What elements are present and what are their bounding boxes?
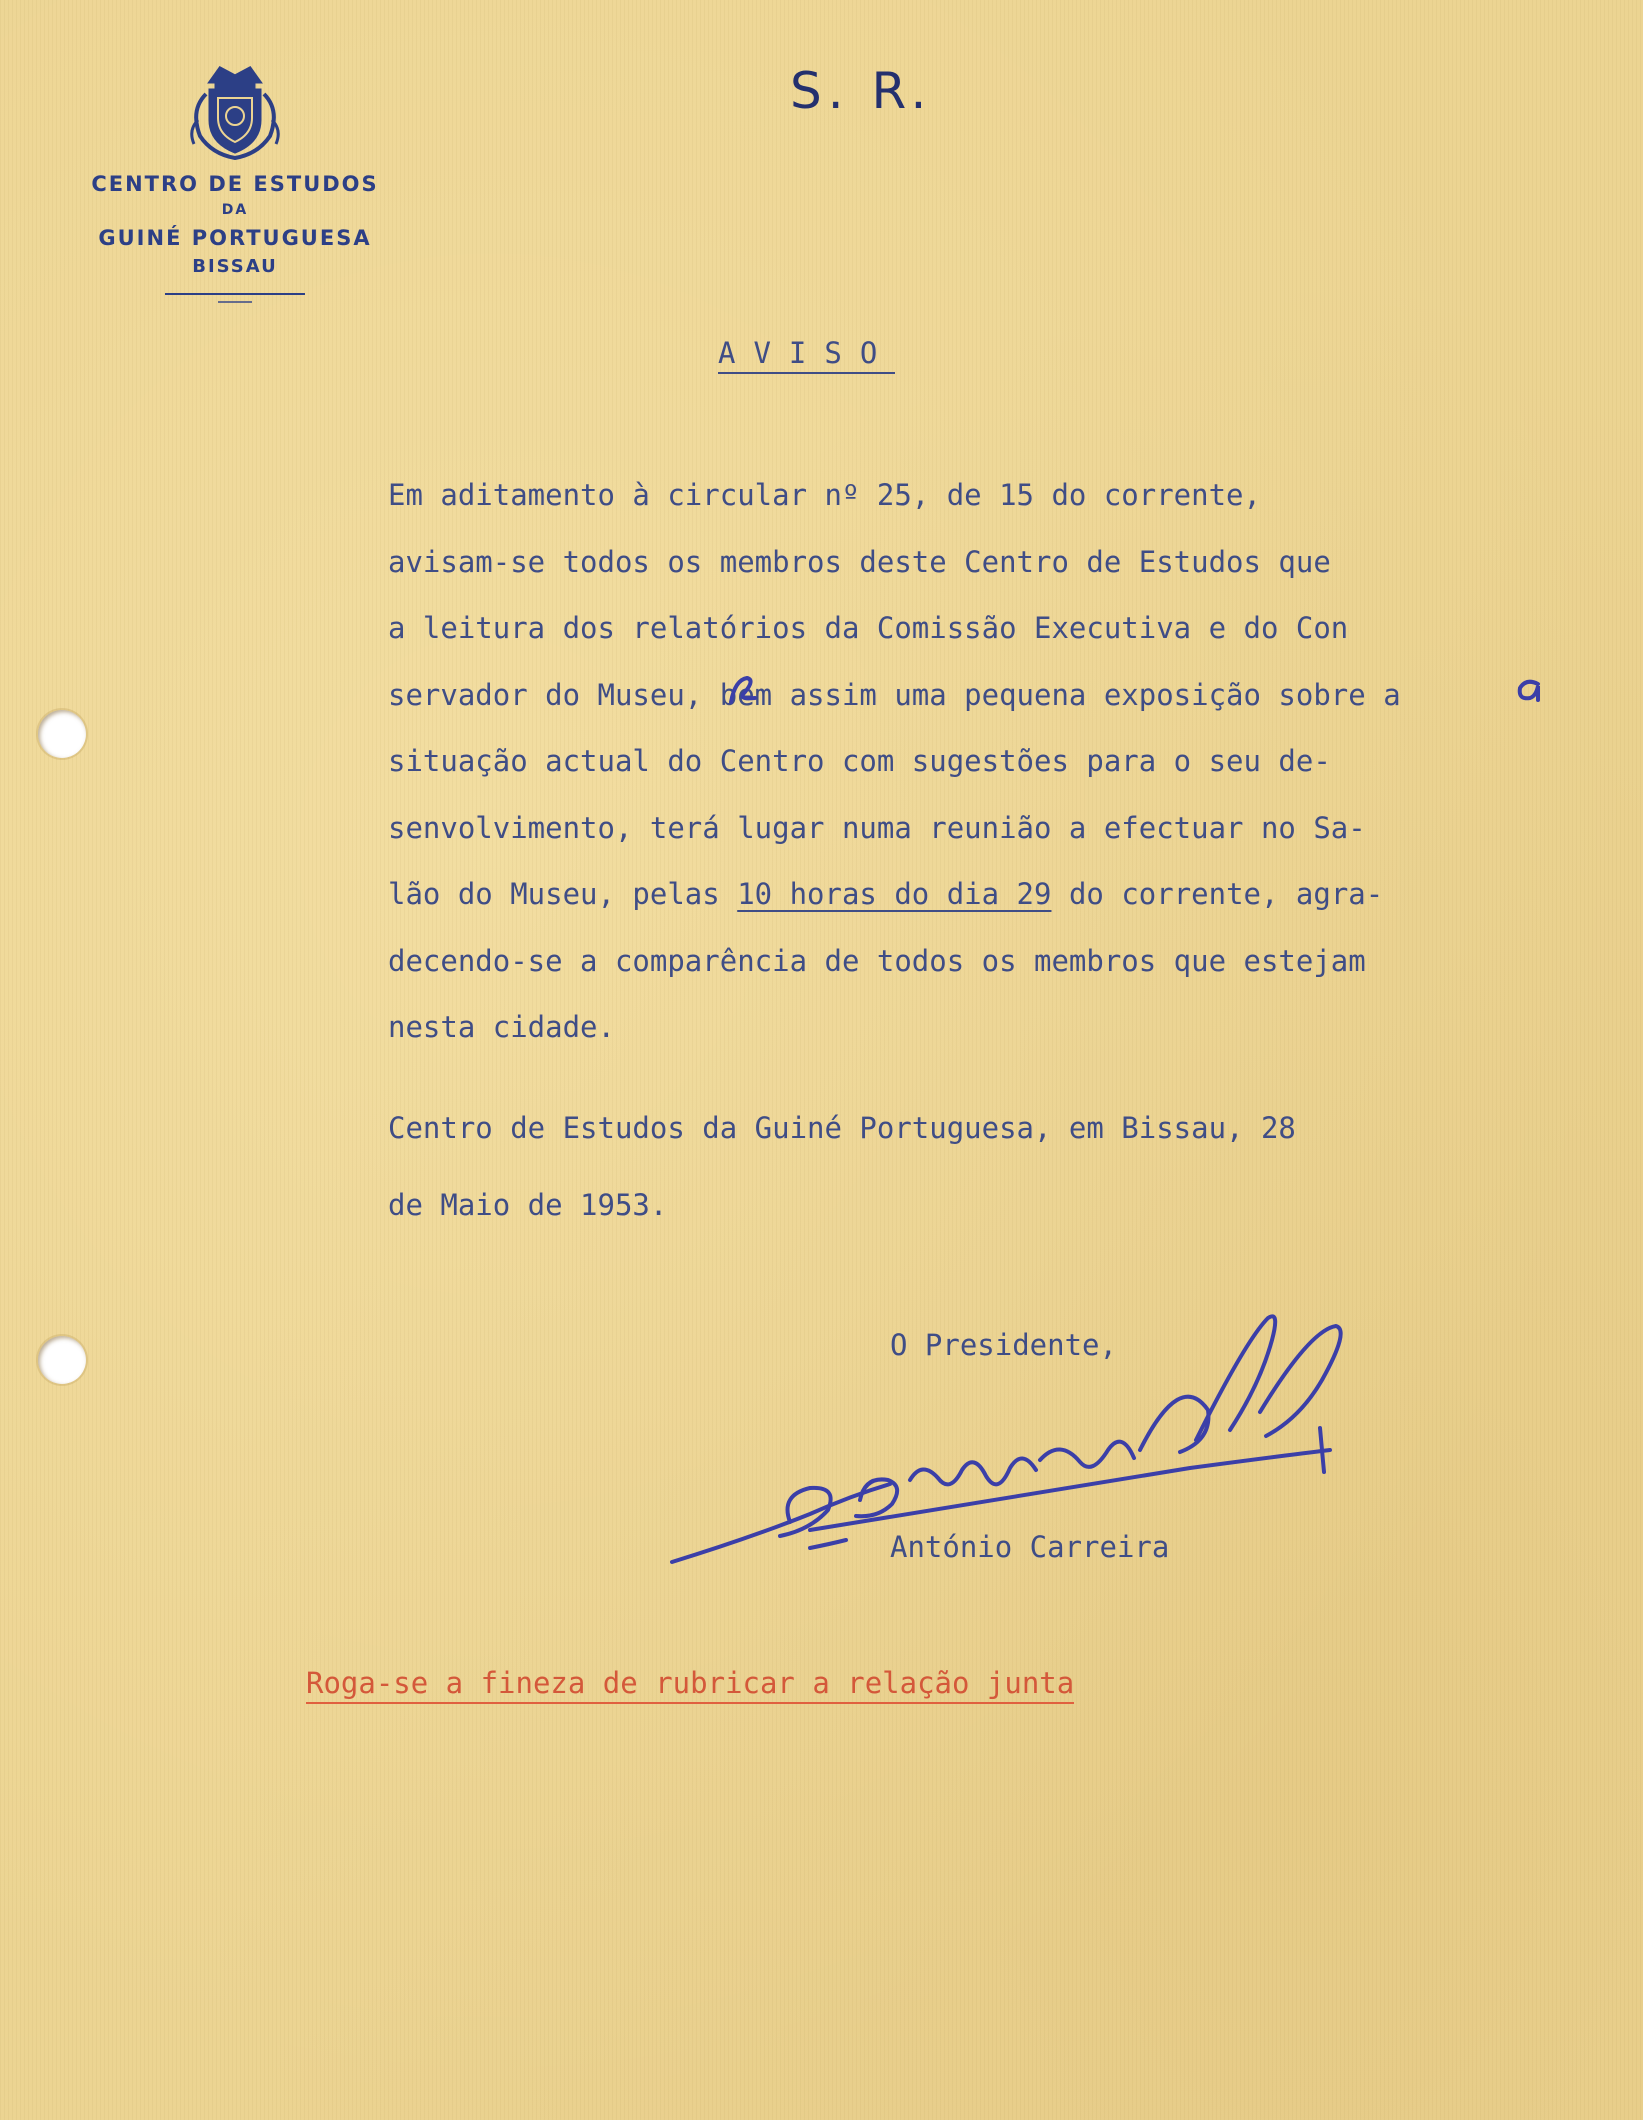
- body-line: senvolvimento, terá lugar numa reunião a efectuar no Sa-: [388, 810, 1366, 845]
- punch-hole-top: [38, 710, 86, 758]
- body-line: servador do Museu, bem assim uma pequena exposição sobre a: [388, 677, 1401, 712]
- footer-note-red: Roga-se a fineza de rubricar a relação junta: [306, 1666, 1074, 1704]
- handwritten-insertion-mark: [1514, 672, 1544, 706]
- handwritten-correction-mark: [725, 672, 761, 708]
- body-line: Em aditamento à circular nº 25, de 15 do corrente,: [388, 478, 1261, 512]
- body-line: situação actual do Centro com sugestões para o seu de-: [388, 744, 1331, 778]
- body-line: nesta cidade.: [388, 1010, 615, 1044]
- header-mark: S. R.: [790, 62, 933, 120]
- letterhead-rule: [165, 293, 305, 295]
- coat-of-arms-emblem: [180, 60, 290, 164]
- meeting-time-underlined: 10 horas do dia 29: [737, 877, 1052, 911]
- closing: O Presidente,: [890, 1328, 1117, 1362]
- letterhead-line2: DA: [221, 202, 249, 218]
- letterhead-line1: CENTRO DE ESTUDOS: [91, 172, 379, 196]
- body-line: [388, 861, 1568, 928]
- document-title: AVISO: [718, 336, 895, 374]
- letterhead-rule-small: [218, 301, 252, 303]
- body-line-end: do corrente, agra-: [1051, 877, 1384, 911]
- signatory-name: António Carreira: [890, 1530, 1170, 1564]
- punch-hole-bottom: [38, 1336, 86, 1384]
- letterhead: [70, 60, 400, 303]
- body-text: [388, 462, 1568, 1061]
- letterhead-line3: GUINÉ PORTUGUESA: [98, 226, 372, 250]
- date-place: [388, 1090, 1568, 1244]
- body-line: avisam-se todos os membros deste Centro de Estudos que: [388, 544, 1331, 579]
- body-line: decendo-se a comparência de todos os membros que estejam: [388, 943, 1366, 978]
- date-line: Centro de Estudos da Guiné Portuguesa, em Bissau, 28: [388, 1111, 1296, 1145]
- letterhead-line4: BISSAU: [192, 256, 278, 277]
- date-line: de Maio de 1953.: [388, 1188, 668, 1222]
- body-line-start: lão do Museu, pelas: [388, 877, 738, 911]
- body-line: a leitura dos relatórios da Comissão Executiva e do Con: [388, 611, 1349, 645]
